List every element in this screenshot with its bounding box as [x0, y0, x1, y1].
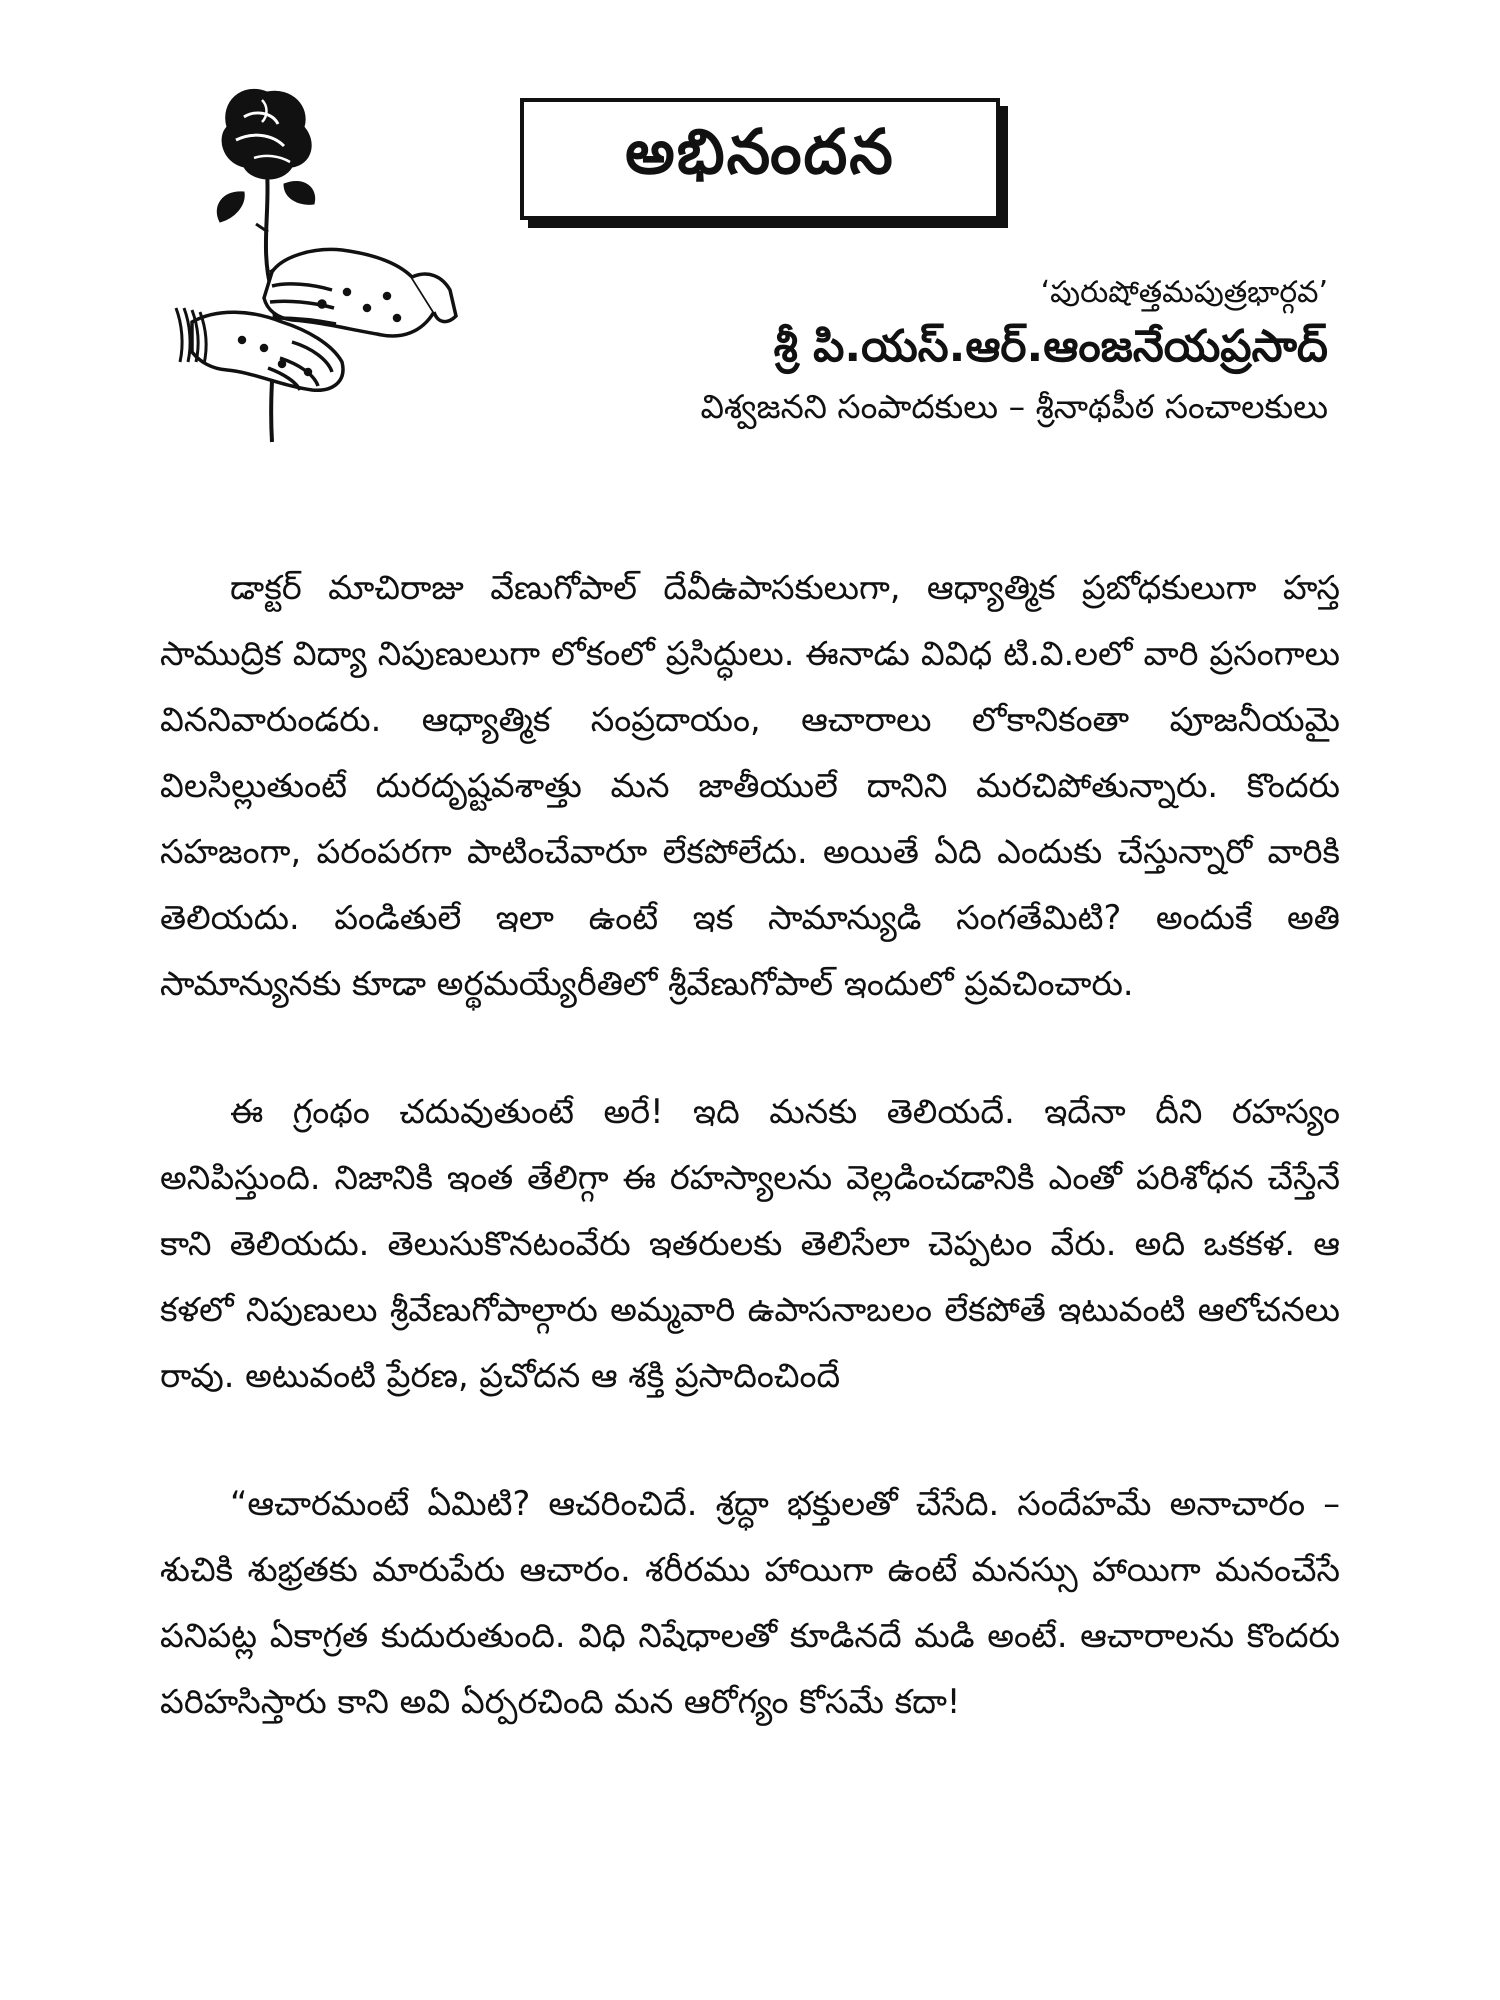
author-block [428, 270, 1328, 436]
author-name: శ్రీ పి.యస్.ఆర్.ఆంజనేయప్రసాద్ [773, 321, 1328, 372]
author-epithet: ‘పురుషోత్తమపుత్రభార్గవ’ [1040, 275, 1328, 310]
rose-hands-illustration [172, 72, 472, 452]
paragraph-1: డాక్టర్ మాచిరాజు వేణుగోపాల్ దేవీఉపాసకులుగా, ఆధ్యాత్మిక ప్రబోధకులుగా హస్త సాముద్రిక విద్యా నిపుణులుగా లోకంలో ప్రసిద్ధులు. ఈనాడు వివిధ టి.వి.లలో వారి ప్రసంగాలు విననివారుండరు. ఆధ్యాత్మిక సంప్రదాయం, ఆచారాలు లోకానికంతా పూజనీయమై విలసిల్లుతుంటే దురదృష్టవశాత్తు మన జాతీయులే దానిని మరచిపోతున్నారు. కొందరు సహజంగా, పరంపరగా పాటించేవారూ లేకపోలేదు. అయితే ఏది ఎందుకు చేస్తున్నారో వారికి తెలియదు. పండితులే ఇలా ఉంటే ఇక సామాన్యుడి సంగతేమిటి? అందుకే అతి సామాన్యునకు కూడా అర్థమయ్యేరీతిలో శ్రీవేణుగోపాల్ ఇందులో ప్రవచించారు. [160, 568, 1340, 1003]
title-box [520, 98, 1000, 220]
page-title: అభినందన [625, 115, 895, 188]
body-text [160, 555, 1340, 1797]
paragraph-2: ఈ గ్రంథం చదువుతుంటే అరే! ఇది మనకు తెలియదే. ఇదేనా దీని రహస్యం అనిపిస్తుంది. నిజానికి ఇంత తేలిగ్గా ఈ రహస్యాలను వెల్లడించడానికి ఎంతో పరిశోధన చేస్తేనే కాని తెలియదు. తెలుసుకొనటంవేరు ఇతరులకు తెలిసేలా చెప్పటం వేరు. అది ఒకకళ. ఆ కళలో నిపుణులు శ్రీవేణుగోపాల్గారు అమ్మవారి ఉపాసనాబలం లేకపోతే ఇటువంటి ఆలోచనలు రావు. అటువంటి ప్రేరణ, ప్రచోదన ఆ శక్తి ప్రసాదించిందే [160, 1092, 1340, 1395]
author-role: విశ్వజనని సంపాదకులు – శ్రీనాథపీఠ సంచాలకులు [700, 387, 1328, 426]
paragraph-3: “ఆచారమంటే ఏమిటి? ఆచరించిదే. శ్రద్ధా భక్తులతో చేసేది. సందేహమే అనాచారం – శుచికి శుభ్రతకు మారుపేరు ఆచారం. శరీరము హాయిగా ఉంటే మనస్సు హాయిగా మనంచేసే పనిపట్ల ఏకాగ్రత కుదురుతుంది. విధి నిషేధాలతో కూడినదే మడి అంటే. ఆచారాలను కొందరు పరిహసిస్తారు కాని అవి ఏర్పరచింది మన ఆరోగ్యం కోసమే కదా! [160, 1484, 1340, 1721]
